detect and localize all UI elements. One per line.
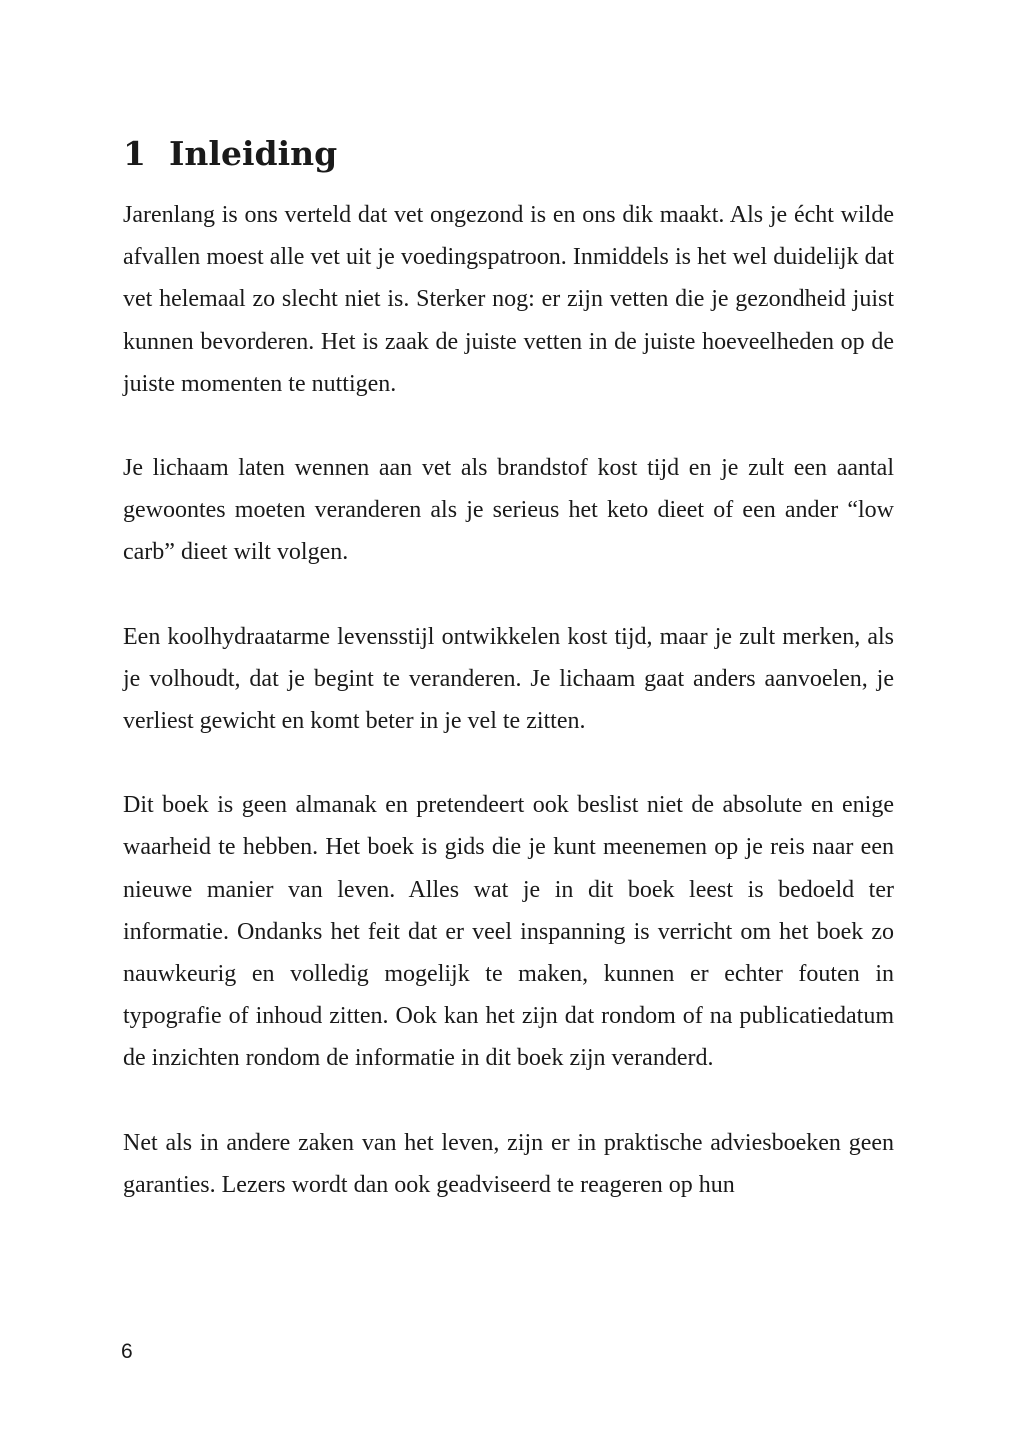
chapter-title: Inleiding — [169, 134, 338, 173]
page-number: 6 — [121, 1340, 133, 1363]
paragraph: Dit boek is geen almanak en pretendeert ook beslist niet de absolute en enige waarheid te hebben. Het boek is gids die je kunt meenemen op je reis naar een nieuwe manier van leven. Alles wat je in dit boek leest is bedoeld ter informatie. Ondanks het feit dat er veel inspanning is verricht om het boek zo nauwkeurig en volledig mogelijk te maken, kunnen er echter fouten in typografie of inhoud zitten. Ook kan het zijn dat rondom of na publicatiedatum de inzichten rondom de informatie in dit boek zijn veranderd. — [123, 792, 894, 1072]
paragraph: Jarenlang is ons verteld dat vet ongezond is en ons dik maakt. Als je écht wilde afvallen moest alle vet uit je voedingspatroon. Inmiddels is het wel duidelijk dat vet helemaal zo slecht niet is. Sterker nog: er zijn vetten die je gezondheid juist kunnen bevorderen. Het is zaak de juiste vetten in de juiste hoeveelheden op de juiste momenten te nuttigen. — [123, 202, 894, 397]
paragraph: Een koolhydraatarme levensstijl ontwikkelen kost tijd, maar je zult merken, als je volhoudt, dat je begint te veranderen. Je lichaam gaat anders aanvoelen, je verliest gewicht en komt beter in je vel te zitten. — [123, 623, 894, 735]
chapter-heading — [123, 128, 337, 180]
body-text — [123, 194, 894, 1206]
paragraph: Je lichaam laten wennen aan vet als brandstof kost tijd en je zult een aantal gewoontes moeten veranderen als je serieus het keto dieet of een ander “low carb” dieet wilt volgen. — [123, 455, 894, 566]
chapter-number: 1 — [123, 134, 146, 173]
paragraph: Net als in andere zaken van het leven, zijn er in praktische adviesboeken geen garanties. Lezers wordt dan ook geadviseerd te reageren op hun — [123, 1129, 894, 1198]
